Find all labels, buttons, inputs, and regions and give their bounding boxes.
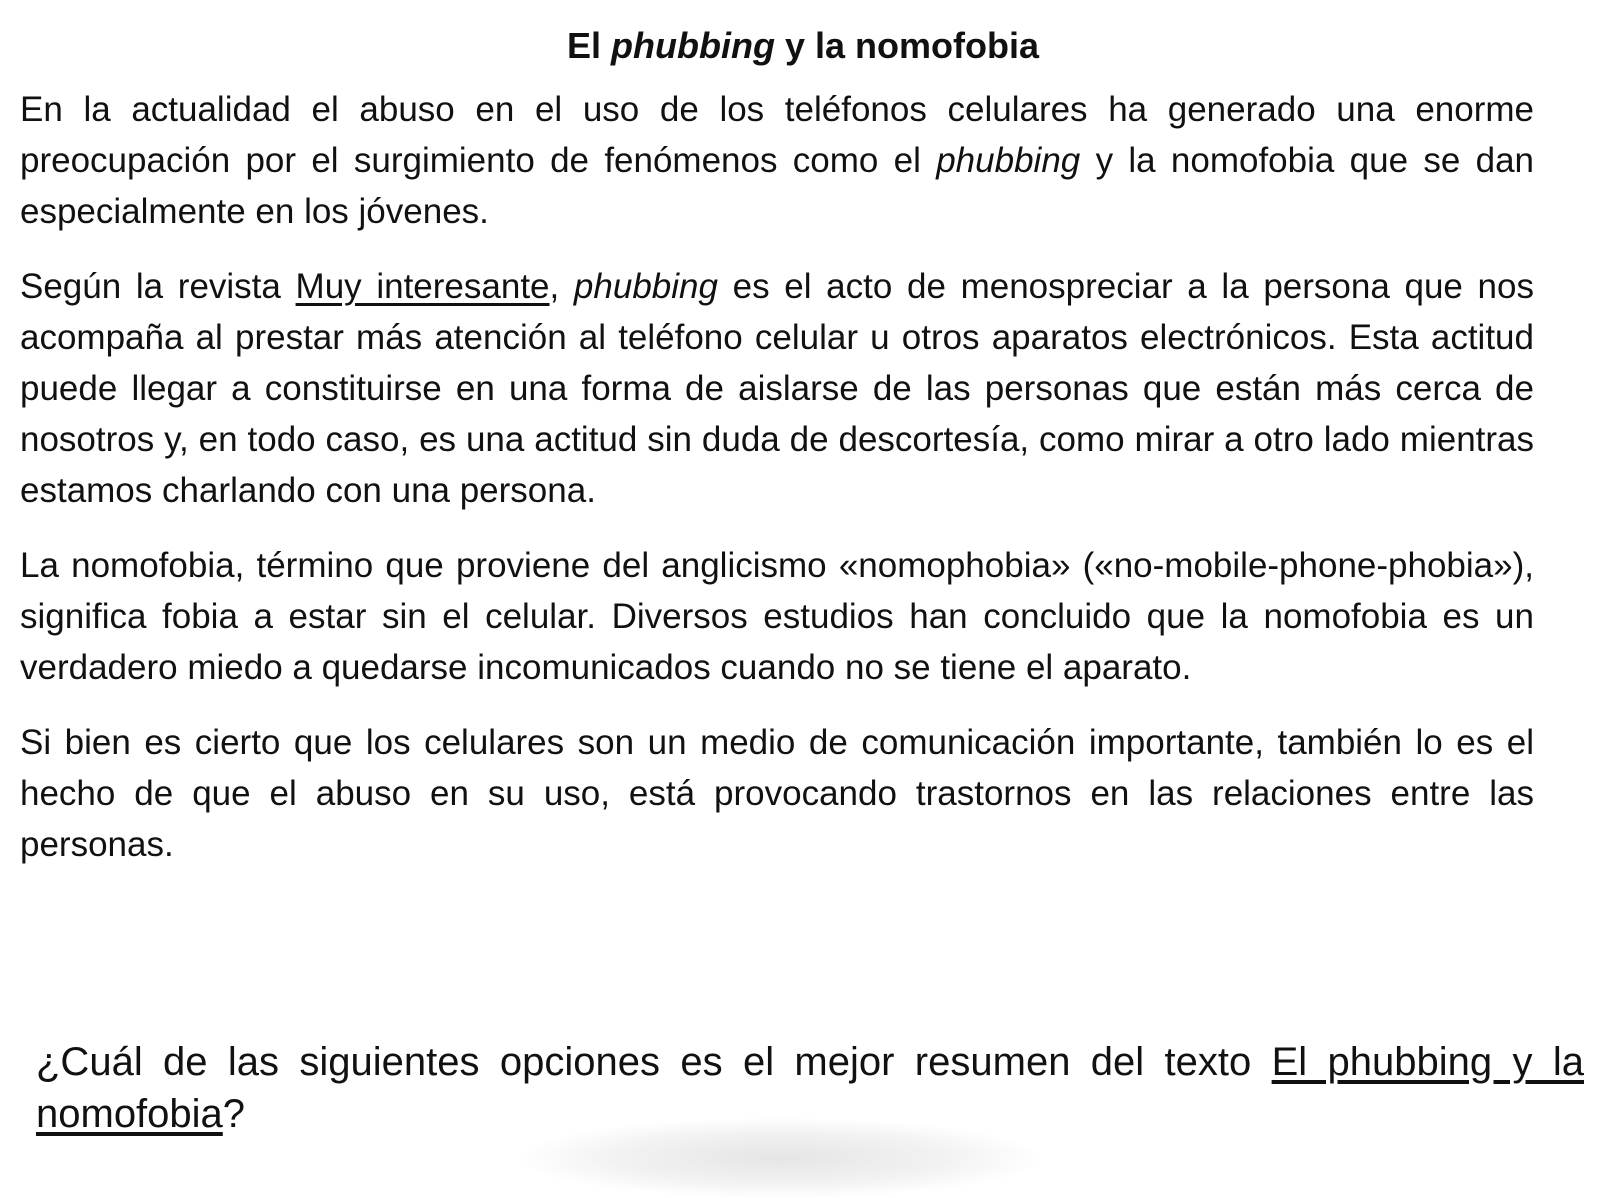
question-text-2: ? — [222, 1092, 246, 1136]
paragraph-3-text: La nomofobia, término que proviene del anglicismo «nomophobia» («no-mobile-phone-phobia»), significa fobia a estar sin el celular. Diversos estudios han concluido que la nomofobia es un verdadero miedo a quedarse incomunicados cuando no se tiene el aparato. — [20, 546, 1534, 687]
magazine-name: Muy interesante — [295, 267, 550, 306]
document-title — [0, 18, 1606, 74]
question-text-1: ¿Cuál de las siguientes opciones es el mejor resumen del texto — [36, 1040, 1272, 1084]
paragraph-4 — [20, 717, 1534, 870]
question-text-title: El phubbing y la nomofobia — [36, 1040, 1584, 1136]
paragraph-1 — [20, 84, 1534, 237]
title-part-1: El — [567, 25, 612, 66]
paragraph-3 — [20, 540, 1534, 693]
question-prompt — [36, 1036, 1584, 1140]
paragraph-2-italic-term: phubbing — [573, 267, 718, 306]
paragraph-2-text-3: es el acto de menospreciar a la persona que nos acompaña al prestar más atención al teléfono celular u otros aparatos electrónicos. Esta actitud puede llegar a constituirse en una forma de aislarse de las personas que están más cerca de nosotros y, en todo caso, es una actitud sin duda de descortesía, como mirar a otro lado mientras estamos charlando con una persona. — [20, 267, 1534, 510]
paragraph-1-text-2: y la nomofobia que se dan especialmente en los jóvenes. — [20, 141, 1534, 231]
paragraph-1-text-1: En la actualidad el abuso en el uso de los teléfonos celulares ha generado una enorme preocupación por el surgimiento de fenómenos como el — [20, 90, 1534, 180]
paragraph-4-text: Si bien es cierto que los celulares son un medio de comunicación importante, también lo es el hecho de que el abuso en su uso, está provocando trastornos en las relaciones entre las personas. — [20, 723, 1534, 864]
paragraph-1-italic-term: phubbing — [936, 141, 1081, 180]
paragraph-2 — [20, 261, 1534, 516]
paragraph-2-text-1: Según la revista — [20, 267, 296, 306]
paragraph-2-text-2: , — [549, 267, 574, 306]
title-italic-term: phubbing — [611, 25, 775, 66]
title-part-2: y la nomofobia — [774, 25, 1039, 66]
article-body — [20, 84, 1534, 894]
